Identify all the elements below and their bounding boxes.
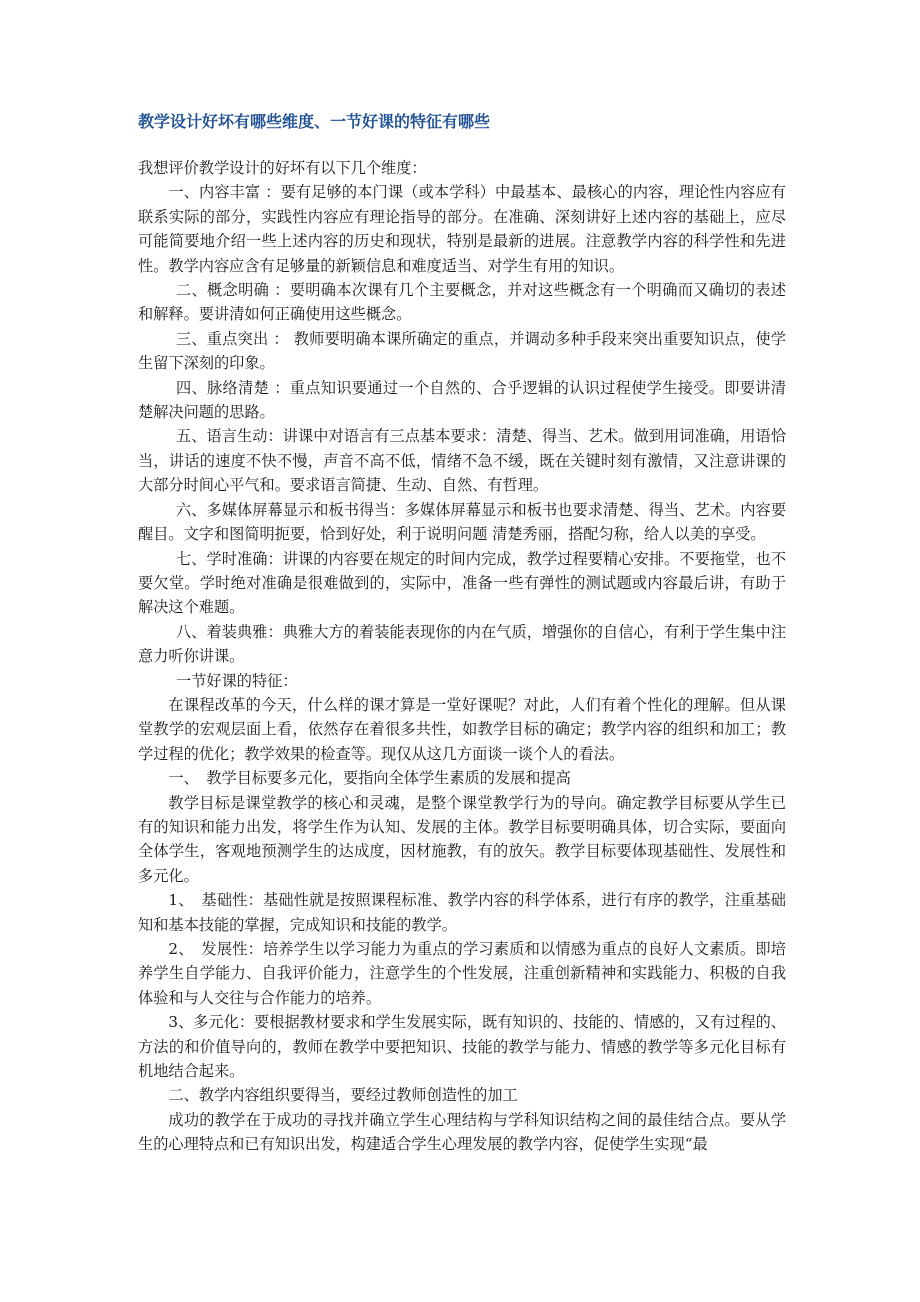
dimension-time-accuracy: 七、学时准确：讲课的内容要在规定的时间内完成，教学过程要精心安排。不要拖堂，也不要欠堂。学时绝对准确是很难做到的，实际中，准备一些有弹性的测试题或内容最后讲，有助于解决这个难题。 xyxy=(138,549,786,617)
point-basic: 1、 基础性：基础性就是按照课程标准、教学内容的科学体系，进行有序的教学，注重基础知和基本技能的掌握，完成知识和技能的教学。 xyxy=(138,891,786,934)
dimension-vivid-language: 五、语言生动：讲课中对语言有三点基本要求：清楚、得当、艺术。做到用词准确，用语恰当，讲话的速度不快不慢，声音不高不低，情绪不急不缓，既在关键时刻有激情，又注意讲课的大部分时间心平气和。要求语言简捷、生动、自然、有哲理。 xyxy=(138,427,786,495)
dimension-attire: 八、着装典雅：典雅大方的着装能表现你的内在气质，增强你的自信心，有利于学生集中注意力听你讲课。 xyxy=(138,622,786,666)
document-page xyxy=(138,110,786,1157)
good-lesson-intro: 在课程改革的今天，什么样的课才算是一堂好课呢？对此，人们有着个性化的理解。但从课堂教学的宏观层面上看，依然存在着很多共性，如教学目标的确定；教学内容的组织和加工；教学过程的优化；教学效果的检查等。现仅从这几方面谈一谈个人的看法。 xyxy=(138,695,786,763)
intro-paragraph: 我想评价教学设计的好坏有以下几个维度： xyxy=(138,159,427,177)
document-title: 教学设计好坏有哪些维度、一节好课的特征有哪些 xyxy=(138,112,491,131)
dimension-multimedia: 六、多媒体屏幕显示和板书得当：多媒体屏幕显示和板书也要求清楚、得当、艺术。内容要醒目。文字和图简明扼要，恰到好处，利于说明问题 清楚秀丽，搭配匀称，给人以美的享受。 xyxy=(138,500,786,544)
dimension-clear-concepts: 二、概念明确 ：要明确本次课有几个主要概念，并对这些概念有一个明确而又确切的表述和解释。要讲清如何正确使用这些概念。 xyxy=(138,281,786,324)
dimension-clear-structure: 四、脉络清楚 ：重点知识要通过一个自然的、合乎逻辑的认识过程使学生接受。即要讲清楚解决问题的思路。 xyxy=(138,378,786,422)
dimension-key-points: 三、重点突出 ： 教师要明确本课所确定的重点，并调动多种手段来突出重要知识点，使学生留下深刻的印象。 xyxy=(138,329,786,373)
section-one-body: 教学目标是课堂教学的核心和灵魂，是整个课堂教学行为的导向。确定教学目标要从学生已有的知识和能力出发，将学生作为认知、发展的主体。教学目标要明确具体，切合实际，要面向全体学生，客观地预测学生的达成度，因材施教，有的放矢。教学目标要体现基础性、发展性和多元化。 xyxy=(138,793,786,885)
point-development: 2、 发展性：培养学生以学习能力为重点的学习素质和以情感为重点的良好人文素质。即培养学生自学能力、自我评价能力，注意学生的个性发展，注重创新精神和实践能力、积极的自我体验和与人交往与合作能力的培养。 xyxy=(138,940,786,1007)
section-one-heading: 一、 教学目标要多元化，要指向全体学生素质的发展和提高 xyxy=(168,769,571,788)
good-lesson-heading: 一节好课的特征： xyxy=(176,671,298,690)
dimension-content-rich: 一、内容丰富 ：要有足够的本门课（或本学科）中最基本、最核心的内容，理论性内容应有联系实际的部分，实践性内容应有理论指导的部分。在准确、深刻讲好上述内容的基础上，应尽可能简要地介绍一些上述内容的历史和现状，特别是最新的进展。注意教学内容的科学性和先进性。教学内容应含有足够量的新颖信息和难度适当、对学生有用的知识。 xyxy=(138,183,786,275)
point-diversity: 3、多元化：要根据教材要求和学生发展实际，既有知识的、技能的、情感的，又有过程的、方法的和价值导向的，教师在教学中要把知识、技能的教学与能力、情感的教学等多元化目标有机地结合起来。 xyxy=(138,1013,786,1081)
section-two-heading: 二、教学内容组织要得当，要经过教师创造性的加工 xyxy=(168,1086,518,1105)
section-two-body: 成功的教学在于成功的寻找并确立学生心理结构与学科知识结构之间的最佳结合点。要从学生的心理特点和已有知识出发，构建适合学生心理发展的教学内容，促使学生实现“最 xyxy=(138,1110,786,1154)
